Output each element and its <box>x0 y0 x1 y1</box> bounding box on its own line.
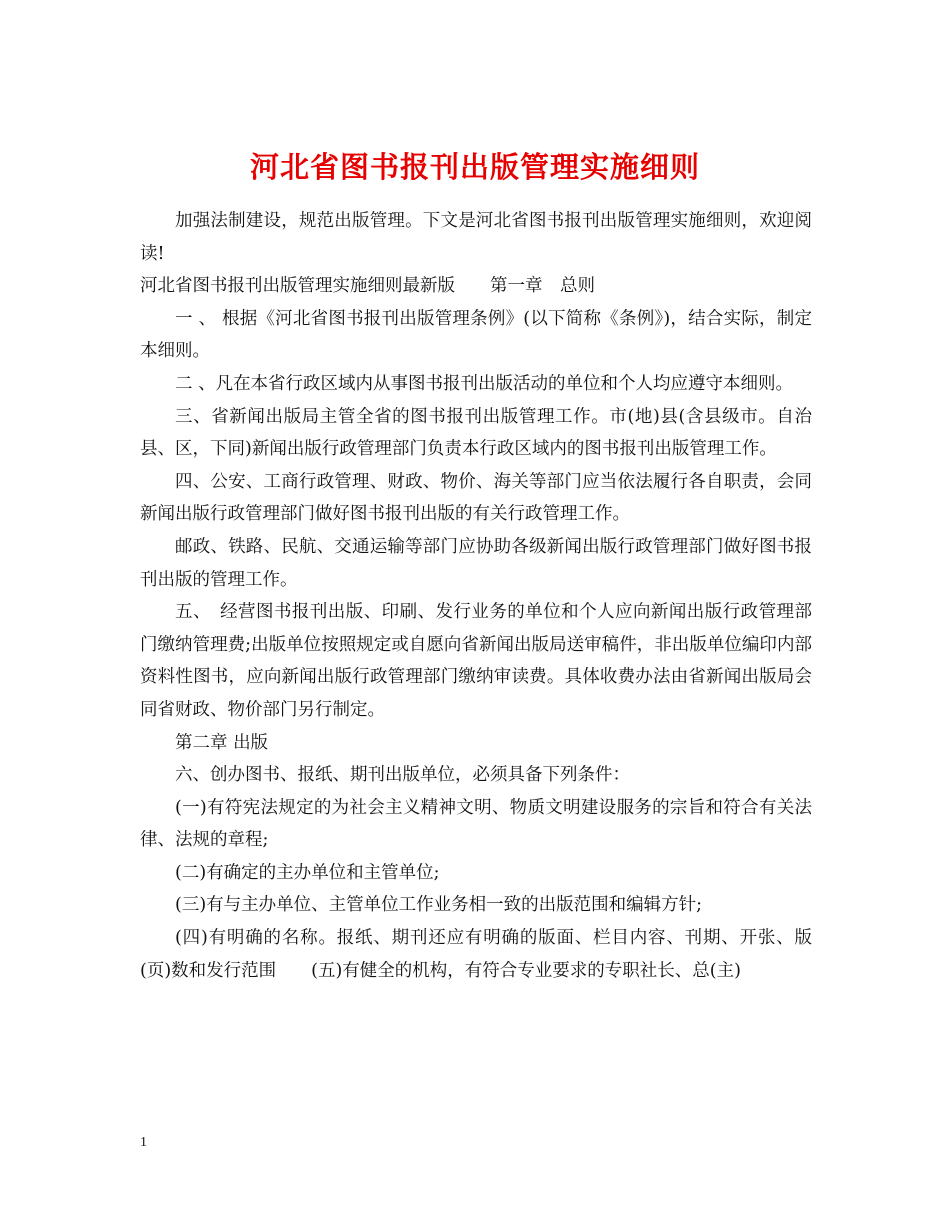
chapter-one-heading: 河北省图书报刊出版管理实施细则最新版 第一章 总则 <box>140 276 595 297</box>
intro-paragraph: 加强法制建设，规范出版管理。下文是河北省图书报刊出版管理实施细则，欢迎阅读! <box>140 211 812 264</box>
article-six-paragraph: 六、创办图书、报纸、期刊出版单位，必须具备下列条件： <box>175 765 630 786</box>
condition-two-paragraph: (二)有确定的主办单位和主管单位; <box>175 862 440 883</box>
chapter-two-heading: 第二章 出版 <box>175 732 269 753</box>
article-two-paragraph: 二 、凡在本省行政区域内从事图书报刊出版活动的单位和个人均应遵守本细则。 <box>175 373 794 394</box>
article-four-supplement-paragraph: 邮政、铁路、民航、交通运输等部门应协助各级新闻出版行政管理部门做好图书报刊出版的管理工作。 <box>140 536 812 590</box>
condition-four-five-paragraph: (四)有明确的名称。报纸、期刊还应有明确的版面、栏目内容、刊期、开张、版(页)数和发行范围 (五)有健全的机构，有符合专业要求的专职社长、总(主) <box>140 928 812 981</box>
article-three-paragraph: 三、省新闻出版局主管全省的图书报刊出版管理工作。市(地)县(含县级市。自治县、区，下同)新闻出版行政管理部门负责本行政区域内的图书报刊出版管理工作。 <box>140 406 812 460</box>
document-title: 河北省图书报刊出版管理实施细则 <box>249 150 700 185</box>
article-four-paragraph: 四、公安、工商行政管理、财政、物价、海关等部门应当依法履行各自职责，会同新闻出版行政管理部门做好图书报刊出版的有关行政管理工作。 <box>140 471 812 525</box>
condition-three-paragraph: (三)有与主办单位、主管单位工作业务相一致的出版范围和编辑方针; <box>175 895 703 916</box>
article-one-paragraph: 一 、 根据《河北省图书报刊出版管理条例》(以下简称《条例》)，结合实际，制定本细则。 <box>140 308 812 362</box>
page-number: 1 <box>140 1135 147 1150</box>
document-body <box>140 205 812 987</box>
condition-one-paragraph: (一)有符宪法规定的为社会主义精神文明、物质文明建设服务的宗旨和符合有关法律、法规的章程; <box>140 797 812 851</box>
article-five-paragraph: 五、 经营图书报刊出版、印刷、发行业务的单位和个人应向新闻出版行政管理部门缴纳管理费;出版单位按照规定或自愿向省新闻出版局送审稿件，非出版单位编印内部资料性图书，应向新闻出版行政管理部门缴纳审读费。具体收费办法由省新闻出版局会同省财政、物价部门另行制定。 <box>140 602 812 720</box>
